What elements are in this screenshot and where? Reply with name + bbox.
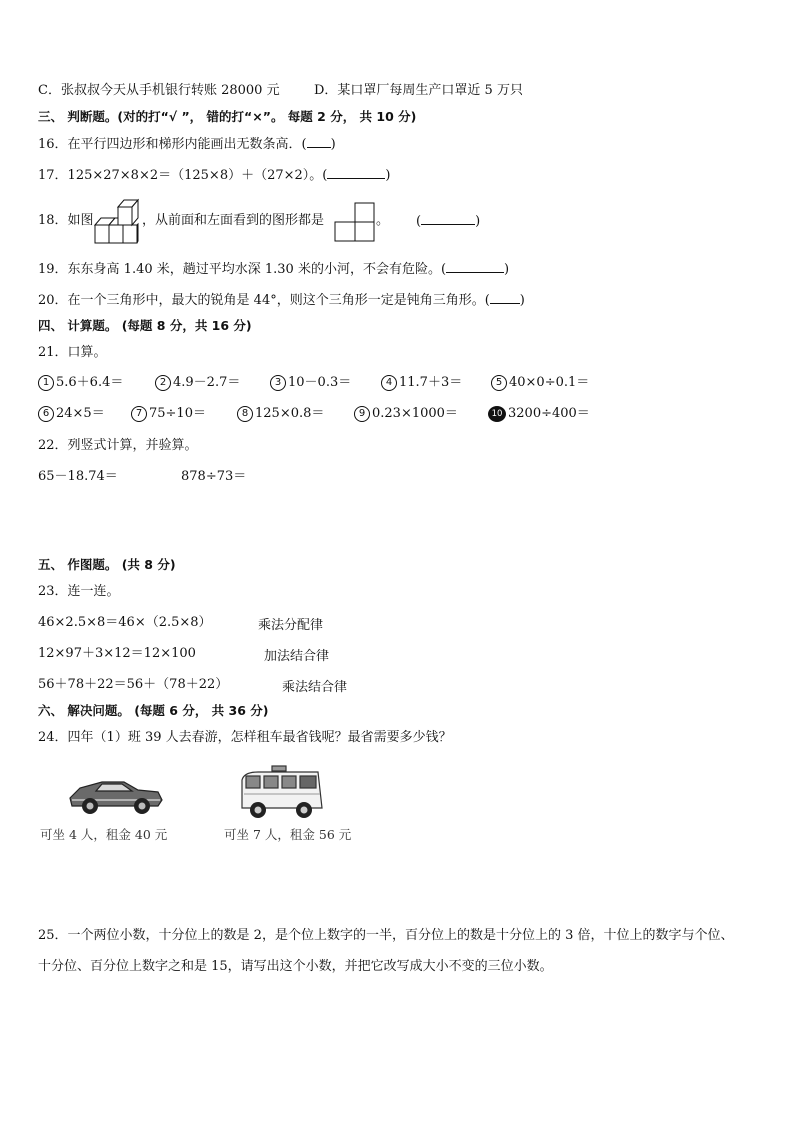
number-circle: 5 [491,375,507,391]
match-left-item[interactable]: 12×97＋3×12＝12×100 [38,646,196,661]
calc-item: 6 24×5＝ [38,405,105,423]
car-caption: 可坐 4 人，租金 40 元 [40,827,168,842]
calc-item: 8 125×0.8＝ [237,405,324,423]
question-18-prefix: 18．如图 [38,213,94,228]
section-6-heading: 六、 解决问题。 (每题 6 分， 共 36 分) [38,703,269,718]
calc-item: 5 40×0÷0.1＝ [491,374,589,392]
number-circle: 3 [270,375,286,391]
question-23-title: 23．连一连。 [38,584,120,599]
question-25-line-2: 十分位、百分位上数字之和是 15，请写出这个小数，并把它改写成大小不变的三位小数。 [38,959,553,974]
calc-item: 3 10－0.3＝ [270,374,351,392]
calc-item: 7 75÷10＝ [131,405,206,423]
minibus-icon [238,764,330,822]
view-shape-figure [334,202,376,242]
answer-blank[interactable] [327,166,385,179]
question-21-title: 21．口算。 [38,345,107,360]
number-circle: 8 [237,406,253,422]
question-17: 17．125×27×8×2＝（125×8）＋（27×2）。( ) [38,168,391,183]
section-5-heading: 五、 作图题。 (共 8 分) [38,557,176,572]
number-circle: 9 [354,406,370,422]
number-circle: 10 [488,406,506,422]
question-18-answer: ( ) [416,214,481,229]
question-19: 19．东东身高 1.40 米，趟过平均水深 1.30 米的小河，不会有危险。( ) [38,262,510,277]
number-circle: 2 [155,375,171,391]
answer-blank[interactable] [446,260,504,273]
question-18-suffix: 。 [376,213,390,228]
stacked-cubes-figure [94,197,140,245]
question-16: 16．在平行四边形和梯形内能画出无数条高．( ) [38,137,336,152]
calc-item: 4 11.7＋3＝ [381,374,462,392]
match-right-item[interactable]: 乘法结合律 [282,680,348,695]
q15-option-d: D．某口罩厂每周生产口罩近 5 万只 [314,83,523,98]
section-3-heading: 三、 判断题。(对的打“√ ”， 错的打“×”。 每题 2 分， 共 10 分) [38,109,417,124]
match-right-item[interactable]: 乘法分配律 [258,618,324,633]
number-circle: 7 [131,406,147,422]
number-circle: 1 [38,375,54,391]
answer-blank[interactable] [421,212,475,225]
calc-item: 1 5.6＋6.4＝ [38,374,123,392]
minibus-caption: 可坐 7 人，租金 56 元 [224,827,352,842]
question-22-expr-1: 65－18.74＝ [38,469,118,484]
calc-item: 2 4.9－2.7＝ [155,374,240,392]
match-left-item[interactable]: 46×2.5×8＝46×（2.5×8） [38,615,212,630]
q15-option-c: C．张叔叔今天从手机银行转账 28000 元 [38,83,280,98]
question-25-line-1: 25．一个两位小数，十分位上的数是 2，是个位上数字的一半，百分位上的数是十分位上的 3 倍，十位上的数字与个位、 [38,928,734,943]
match-right-item[interactable]: 加法结合律 [264,649,330,664]
car-icon [66,772,166,818]
calc-item: 10 3200÷400＝ [488,405,590,423]
answer-blank[interactable] [307,135,331,148]
section-4-heading: 四、 计算题。 (每题 8 分，共 16 分) [38,318,252,333]
calc-item: 9 0.23×1000＝ [354,405,458,423]
answer-blank[interactable] [490,291,520,304]
match-left-item[interactable]: 56＋78＋22＝56＋（78＋22） [38,677,229,692]
question-22-title: 22．列竖式计算，并验算。 [38,438,198,453]
number-circle: 6 [38,406,54,422]
number-circle: 4 [381,375,397,391]
question-18-middle: ，从前面和左面看到的图形都是 [142,213,325,228]
question-24: 24．四年（1）班 39 人去春游，怎样租车最省钱呢？最省需要多少钱？ [38,730,452,745]
question-22-expr-2: 878÷73＝ [181,469,247,484]
question-20: 20．在一个三角形中，最大的锐角是 44°，则这个三角形一定是钝角三角形。( ) [38,293,525,308]
